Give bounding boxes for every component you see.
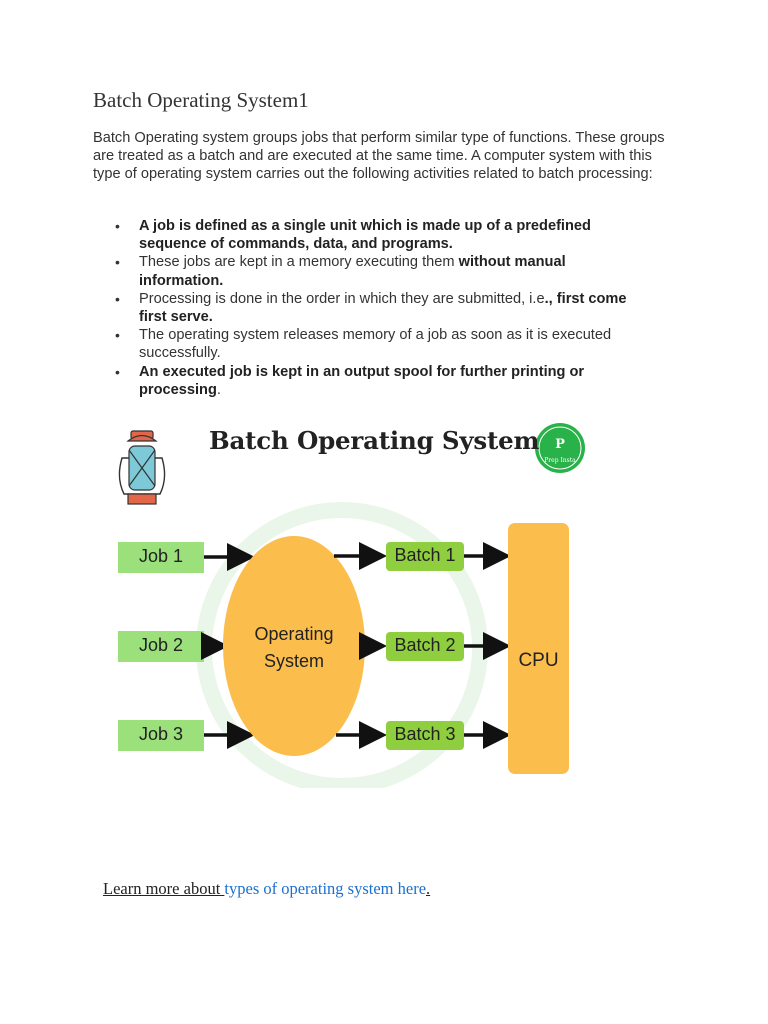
cpu-label: CPU [518, 650, 559, 671]
os-label: Operating System [254, 624, 334, 671]
learn-more-prefix: Learn more about [103, 879, 225, 898]
batch-label: Batch 3 [394, 724, 456, 744]
cpu-node [508, 523, 569, 774]
list-item: • Processing is done in the order in which they are submitted, i.e., first come first serve. [115, 290, 627, 326]
bullet-icon: • [115, 290, 120, 307]
learn-more-suffix: . [426, 879, 431, 898]
operating-system-types-link[interactable]: types of operating system here [224, 879, 427, 898]
svg-text:Prep Insta: Prep Insta [544, 457, 576, 464]
lantern-icon [119, 431, 164, 504]
svg-text:P: P [555, 437, 565, 452]
list-item: • A job is defined as a single unit which is made up of a predefined sequence of commands, data, and programs. [115, 218, 591, 253]
job-label: Job 3 [138, 724, 184, 744]
page-title: Batch Operating System1 [93, 88, 309, 112]
batch-label: Batch 2 [394, 635, 456, 655]
job-label: Job 2 [138, 635, 184, 655]
activity-list [93, 217, 653, 399]
learn-more-line [103, 879, 430, 899]
batch-label: Batch 1 [394, 545, 456, 565]
list-item: • These jobs are kept in a memory executing them without manual information. [115, 254, 566, 289]
list-item: • The operating system releases memory of a job as soon as it is executed successfully. [115, 327, 612, 362]
job-label: Job 1 [138, 546, 184, 566]
bullet-icon: • [115, 218, 120, 234]
list-item: • An executed job is kept in an output spool for further printing or processing. [115, 363, 585, 398]
batch-os-diagram [110, 418, 590, 788]
intro-paragraph: Batch Operating system groups jobs that perform similar type of functions. These groups are treated as a batch and are executed at the same time. A computer system with this type of operating system carries out the following activities related to batch processing: [93, 130, 665, 183]
diagram-title: Batch Operating System [209, 426, 540, 455]
bullet-icon: • [115, 254, 120, 271]
bullet-icon: • [115, 327, 120, 344]
bullet-icon: • [115, 363, 120, 380]
prepinsta-logo [535, 423, 585, 473]
